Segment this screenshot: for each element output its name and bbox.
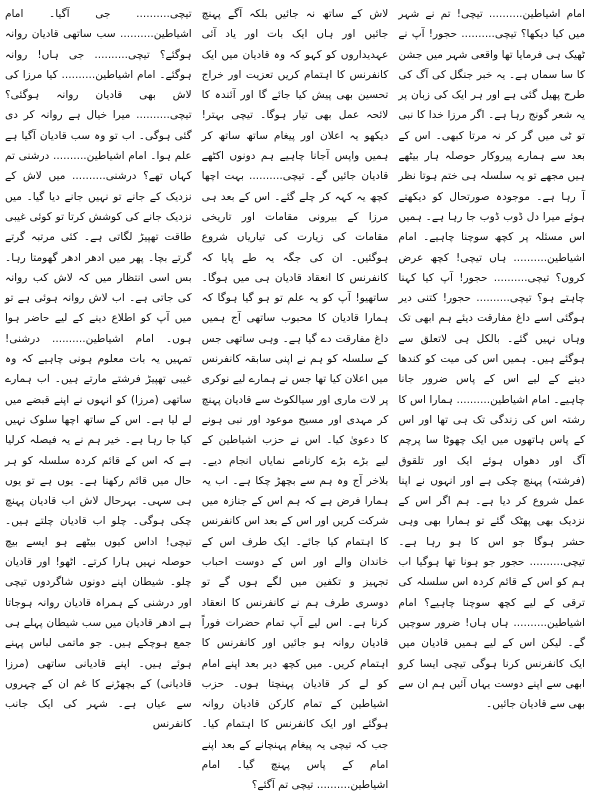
- text-column-middle: [201, 4, 390, 792]
- column-text: امام اشیاطین.......... تیچی! تم نے شہر میں کیا دیکھا؟ تیچی.......... حجور! آپ نے ٹھیک ہی فرمایا تھا واقعی شہر میں جشن کا سا سماں ہے۔ یہ خبر جنگل کی آگ کی طرح پھیل گئی ہے اور ہر ایک کی زبان پر یہ شعر گونج رہا ہے۔ اگر مرزا خدا کا نبی تو ٹی میں گر کر نہ مرتا کبھی۔ اس کے بعد سے ہمارے پیروکار حوصلہ ہار بیٹھے ہیں مجھے تو یہ سلسلہ ہی ختم ہوتا نظر آ رہا ہے۔ موجودہ صورتحال کو دیکھتے ہوئے میرا دل ڈوب ڈوب جا رہا ہے۔ ہمیں اس مسئلہ پر کچھ سوچنا چاہیے۔ امام اشیاطین.......... ہاں تیچی! کچھ عرض کروں؟ تیچی.......... حجور! آپ کیا کہنا چاہتے ہو؟ تیچی.......... حجور! کتنی دیر ہوگئی اسے داغ مفارقت دیئے ہم ابھی تک وہاں نہیں گئے۔ بالکل ہی لاتعلق سے ہوگئے ہیں۔ ہمیں اس کی میت کو کندھا دینے کے لیے اس کے پاس ضرور جانا چاہیے۔ امام اشیاطین.......... ہمارا اس کا رشتہ اس کی زندگی تک ہی تھا اور اس کے پاس ہاتھوں میں ایک چھوٹا سا پرچم آگ اور دھواں ہوئے ایک اور تلقوق (فرشتہ) پہنچ چکی ہے اور انہوں نے اپنا عمل شروع کر دیا ہے۔ ہم اگر اس کے نزدیک بھی پھٹک گئے تو ہمارا بھی وہی حشر ہوگا جو اس کا ہو رہا ہے۔ تیچی.......... حجور جو ہونا تھا ہوگیا اب ہم کو اس کے قائم کردہ اس سلسلہ کی ترقی کے لیے کچھ سوچنا چاہیے؟ امام اشیاطین.......... ہاں ہاں! ضرور سوچیں گے۔ لیکن اس کے لیے ہمیں قادیان میں ایک کانفرنس کرنا ہوگی تیچی ایسا کرو ابھی سے اپنے دوست یہاں آئیں ہم ان سے بھی سے قادیان جائیں۔: [398, 8, 585, 711]
- text-column-right: [397, 4, 586, 776]
- text-column-left: [4, 4, 193, 776]
- column-gutter: [389, 4, 397, 776]
- column-text: لاش کے ساتھ نہ جائیں بلکہ آگے پہنچ جائیں اور ہاں ایک بات اور یاد آئی عہدیداروں کو کہو کہ وہ قادیان میں ایک کانفرنس کا اہتمام کریں تعزیت اور خراج تحسین بھی پیش کیا جائے گا اور آئندہ کا لائحہ عمل بھی تیار ہوگا۔ تیچی بہتر! دیکھو یہ اعلان اور پیغام ساتھ ساتھ کر ہمیں واپس آجانا چاہیے ہم دونوں اکٹھے قادیان جائیں گے۔ تیچی.......... بہت اچھا کچھ یہ کہہ کر چلے گئے۔ اس کے بعد ہی مرزا کے بیرونی مقامات اور تاریخی مقامات کی زیارت کی تیاریاں شروع ہوگئیں۔ ان کی جگہ یہ طے پایا کہ کانفرنس کا انعقاد قادیان ہی میں ہوگا۔ ساتھیو! آپ کو یہ علم تو ہو گیا ہوگا کہ ہمارا قادیان کا محبوب ساتھی آج ہمیں داغ مفارقت دے گیا ہے۔ وہی ساتھی جس کے سلسلہ کو ہم نے اپنی سابقہ کانفرنس میں اعلان کیا تھا جس نے ہمارے لیے نوکری پر لات ماری اور سیالکوٹ سے قادیان پہنچ کر مہدی اور مسیح موعود اور نبی ہونے کا دعویٰ کیا۔ اس نے حزب اشیاطین کے لیے بڑے بڑے کارنامے نمایاں انجام دیے۔ بلاخر آج وہ ہم سے بچھڑ چکا ہے۔ اب یہ ہمارا فرض ہے کہ ہم اس کے جنازہ میں شرکت کریں اور اس کے بعد اس کانفرنس کا اہتمام کیا جائے۔ ایک طرف اس کے خاندان والے اور اس کے دوست احباب تجہیز و تکفین میں لگے ہوں گے تو دوسری طرف ہم نے کانفرنس کا انعقاد کرنا ہے۔ اس لیے آپ تمام حضرات فوراً قادیان روانہ ہو جائیں اور کانفرنس کا اہتمام کریں۔ میں کچھ دیر بعد اپنے امام کو لے کر قادیان پہنچتا ہوں۔ حزب اشیاطین کے تمام کارکن قادیان روانہ ہوگئے اور ایک کانفرنس کا اہتمام کیا۔ جب کہ تیچی یہ پیغام پہنچانے کے بعد اپنے امام کے پاس پہنچ گیا۔ امام اشیاطین.......... تیچی تم آگئے؟: [201, 8, 389, 792]
- column-gutter: [193, 4, 201, 776]
- column-text: تیچی.......... جی آگیا۔ امام اشیاطین.......... سب ساتھی قادیان روانہ ہوگئے؟ تیچی.......... جی ہاں! روانہ ہوگئے۔ امام اشیاطین.......... کیا مرزا کی لاش بھی قادیان روانہ ہوگئی؟ تیچی.......... میرا خیال ہے روانہ کر دی گئی ہوگی۔ اب تو وہ سب قادیان آگیا ہے علم ہوا۔ امام اشیاطین.......... درشنی تم کہاں تھے؟ درشنی.......... میں لاش کے نزدیک کے جانے تو نہیں جانے دیا گیا۔ میں نزدیک جانے کی کوشش کرتا تو کوئی غیبی طاقت تھپیڑ لگاتی ہے۔ کئی مرتبہ گرتے گرتے بچا۔ پھر میں ادھر ادھر گھومتا رہا۔ بس اسی انتظار میں کہ لاش کب روانہ کی جاتی ہے۔ اب لاش روانہ ہوئی ہے تو میں آپ کو اطلاع دینے کے لیے حاضر ہوا ہوں۔ امام اشیاطین.......... درشنی! تمہیں یہ بات معلوم ہونی چاہیے کہ وہ غیبی تھپیڑ فرشتے مارتے ہیں۔ اب ہمارے ساتھی (مرزا) کو انہوں نے اپنے قبضے میں لے لیا ہے۔ اس کے ساتھ اچھا سلوک نہیں کیا جا رہا ہے۔ خیر ہم نے یہ فیصلہ کرلیا ہے کہ اس کے قائم کردہ سلسلہ کو ہر حال میں قائم رکھنا ہے۔ یوں ہے تو یوں ہی سہی۔ بہرحال لاش اب قادیان پہنچ چکی ہوگی۔ چلو اب قادیان چلتے ہیں۔ تیچی! اداس کیوں بیٹھے ہو ایسے بیچ حوصلہ نہیں ہارا کرتے۔ اٹھو! اور قادیان چلو۔ شیطان اپنے دونوں شاگردوں تیچی اور درشنی کے ہمراہ قادیان روانہ ہوجاتا ہے ادھر قادیان میں سب شیطان پہلے ہی جمع ہوچکے ہیں۔ جو ماتمی لباس پہنے ہوئے ہیں۔ اپنے قادیانی ساتھی (مرزا قادیانی) کے بچھڑنے کا غم ان کے چہروں سے عیاں ہے۔ شہر کی ایک جانب کانفرنس: [4, 8, 192, 731]
